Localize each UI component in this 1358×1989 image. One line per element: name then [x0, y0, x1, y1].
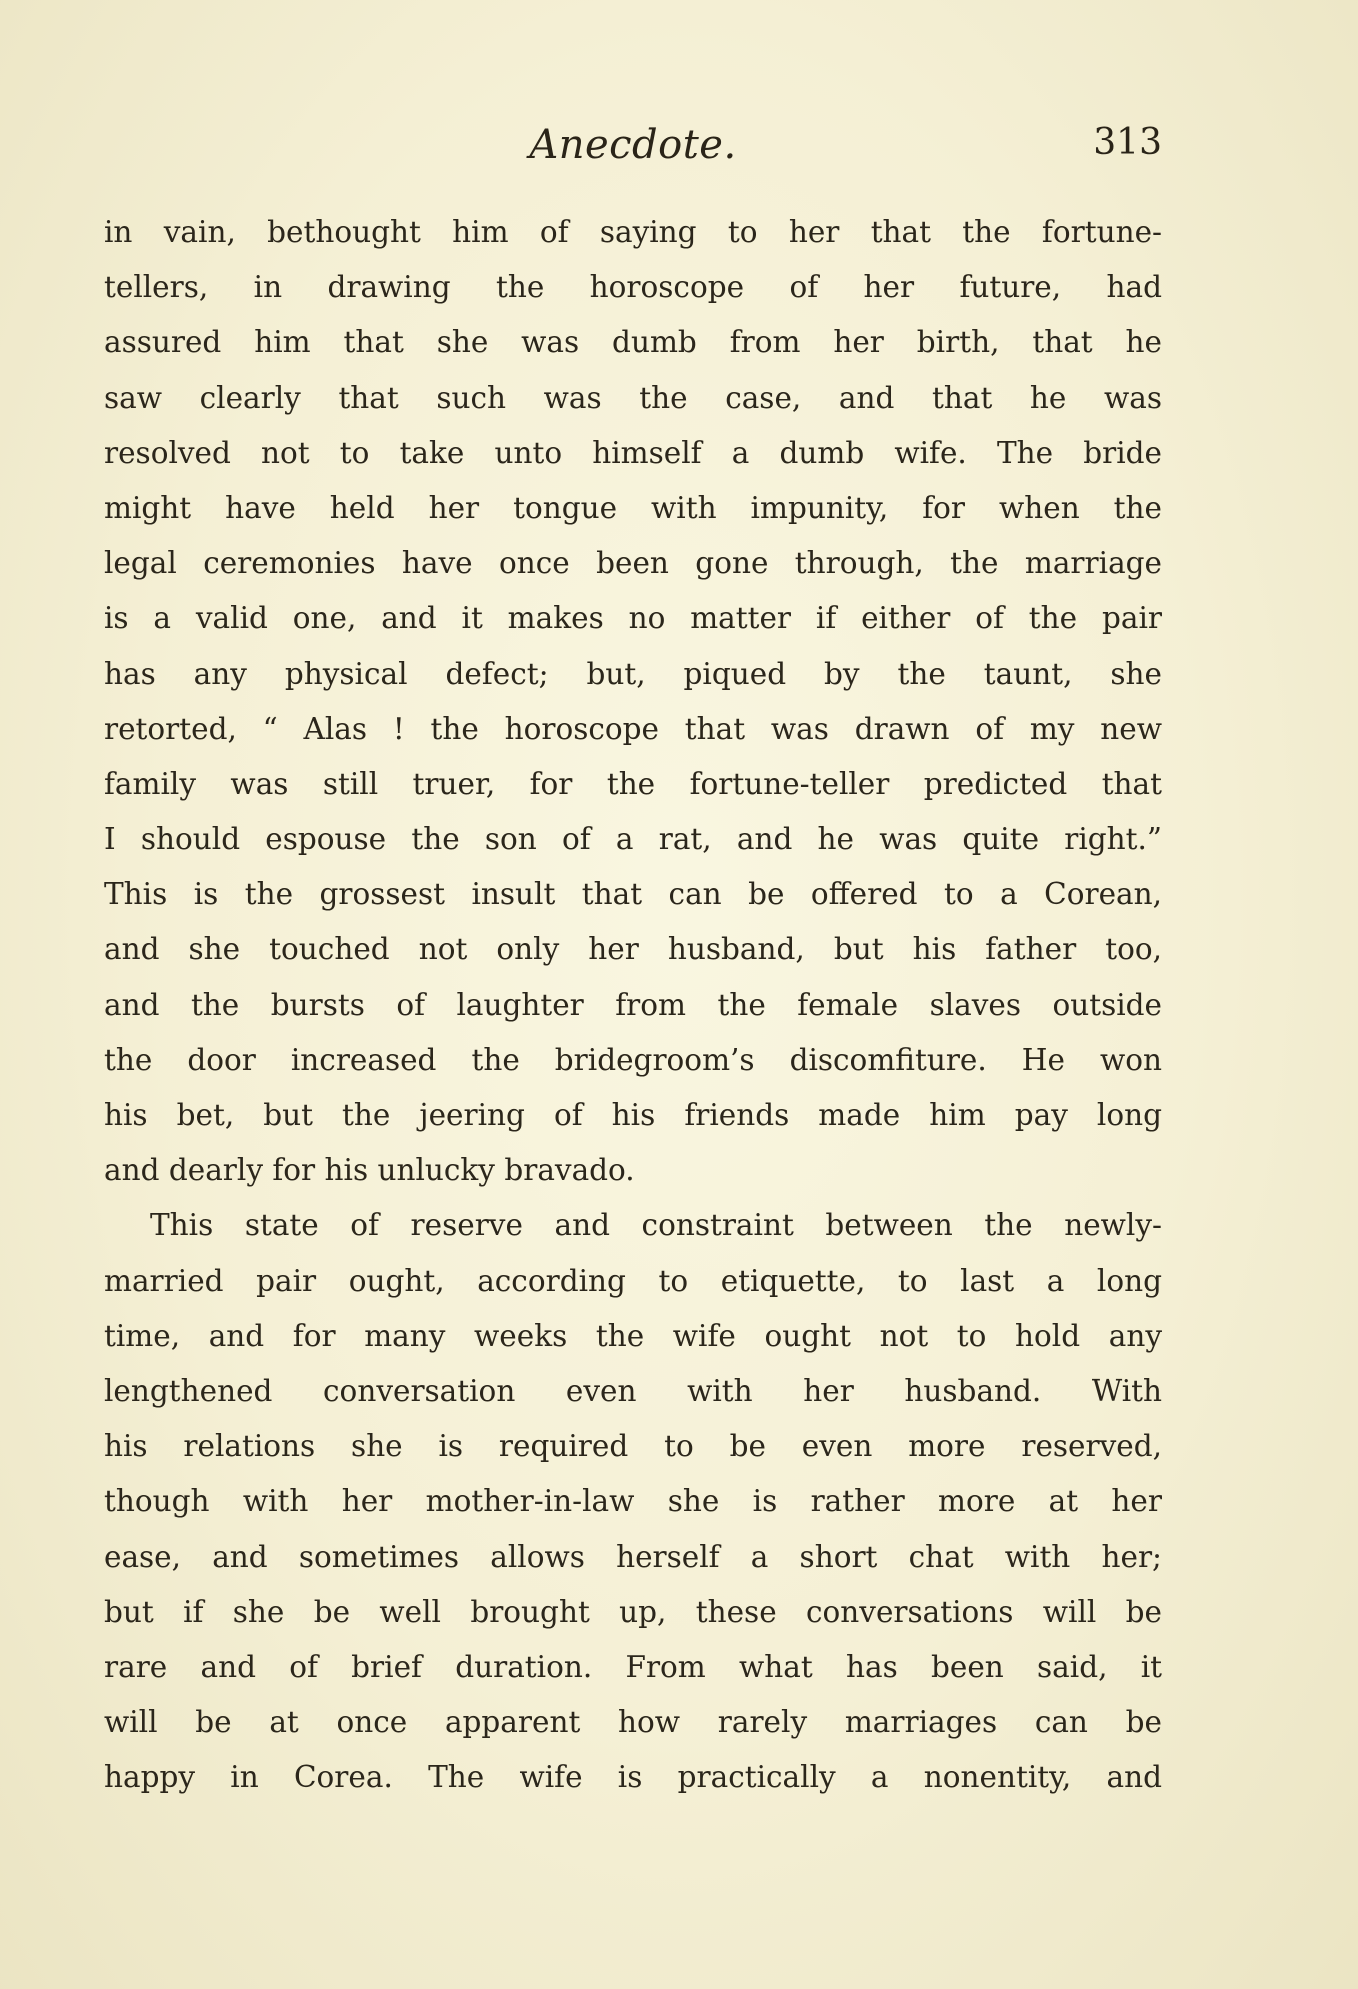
page-number: 313 [1093, 122, 1162, 163]
text-line: his bet, but the jeering of his friends made him pay long [104, 1098, 1162, 1132]
text-line: has any physical defect; but, piqued by the taunt, she [104, 656, 1162, 691]
text-line: assured him that she was dumb from her birth, that he [104, 325, 1162, 360]
text-line: his relations she is required to be even more reserved, [104, 1429, 1162, 1464]
text-line: rare and of brief duration. From what has been said, it [104, 1649, 1162, 1684]
text-line: happy in Corea. The wife is practically a nonentity, and [104, 1760, 1162, 1795]
text-line: resolved not to take unto himself a dumb wife. The bride [104, 435, 1162, 470]
text-line: time, and for many weeks the wife ought not to hold any [104, 1318, 1162, 1353]
running-title: Anecdote. [529, 122, 737, 168]
text-line: the door increased the bridegroom’s discomfiture. He won [104, 1042, 1162, 1077]
text-line: retorted, “ Alas ! the horoscope that was drawn of my new [104, 711, 1162, 746]
text-line: saw clearly that such was the case, and that he was [104, 380, 1162, 415]
text-line: This is the grossest insult that can be offered to a Corean, [104, 877, 1162, 912]
running-head [104, 122, 1162, 182]
text-line: legal ceremonies have once been gone through, the marriage [104, 546, 1162, 581]
text-line: lengthened conversation even with her husband. With [104, 1373, 1162, 1408]
text-line: but if she be well brought up, these conversations will be [104, 1594, 1162, 1629]
text-line: might have held her tongue with impunity, for when the [104, 490, 1162, 525]
text-line: will be at once apparent how rarely marriages can be [104, 1705, 1162, 1740]
text-line: is a valid one, and it makes no matter if either of the pair [104, 601, 1162, 636]
text-line: in vain, bethought him of saying to her that the fortune- [104, 215, 1162, 249]
text-line: and the bursts of laughter from the female slaves outside [104, 987, 1162, 1022]
text-line: I should espouse the son of a rat, and he was quite right.” [104, 822, 1162, 857]
text-line: married pair ought, according to etiquette, to last a long [104, 1263, 1162, 1298]
paragraph-end-line: and dearly for his unlucky bravado. [104, 1153, 635, 1188]
text-line: and she touched not only her husband, but his father too, [104, 932, 1162, 967]
text-line: ease, and sometimes allows herself a short chat with her; [104, 1539, 1162, 1574]
paragraph-start-line: This state of reserve and constraint between the newly- [150, 1208, 1162, 1243]
body-text [104, 205, 1162, 1805]
text-line: tellers, in drawing the horoscope of her future, had [104, 270, 1162, 305]
text-line: family was still truer, for the fortune-teller predicted that [104, 766, 1162, 801]
text-line: though with her mother-in-law she is rather more at her [104, 1484, 1162, 1519]
